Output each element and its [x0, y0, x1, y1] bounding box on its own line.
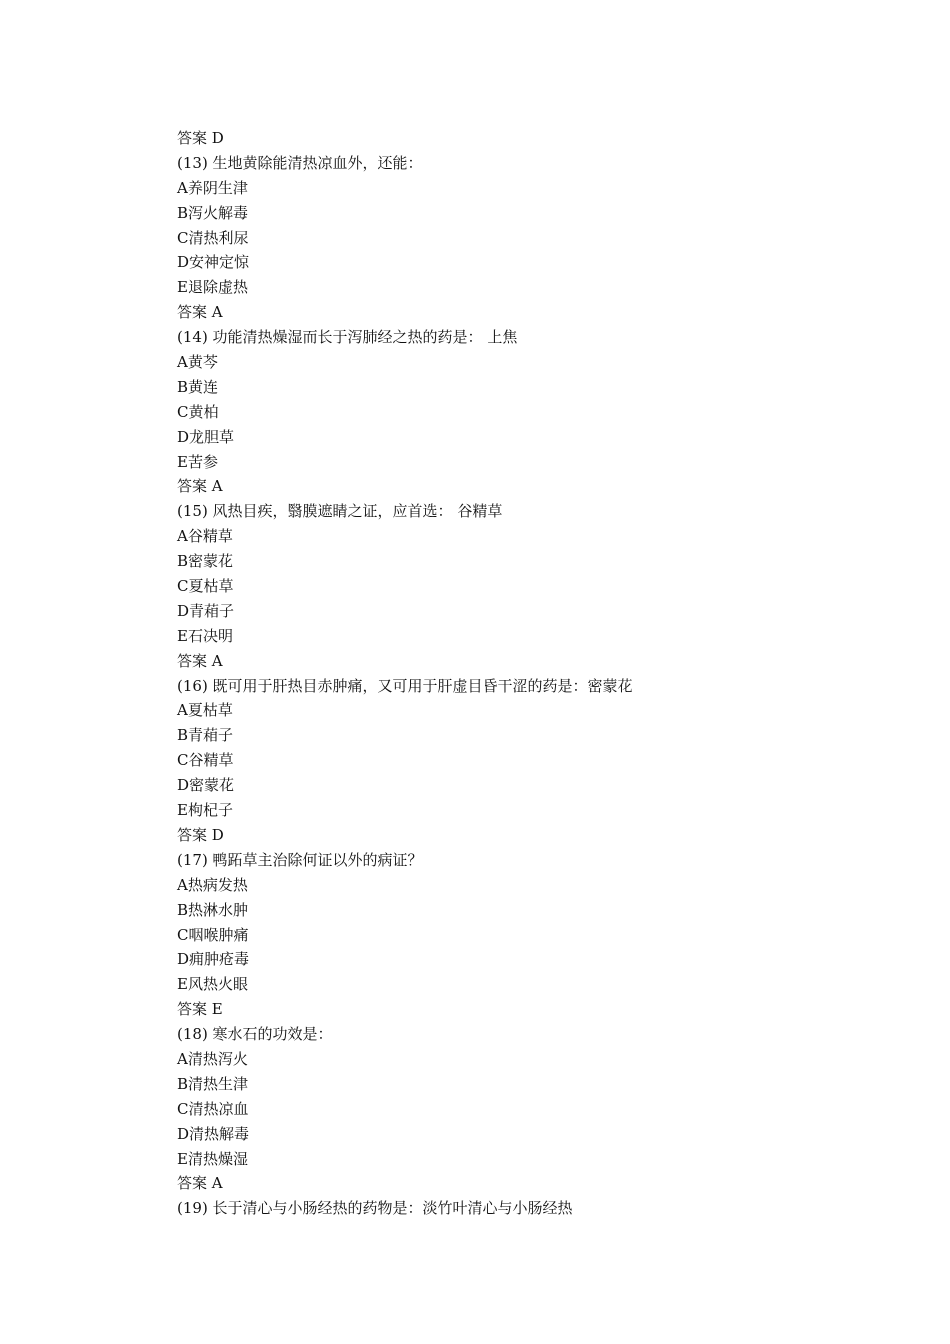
answer-line: 答案 A — [177, 1174, 223, 1193]
option-b: B密蒙花 — [177, 552, 234, 571]
option-c: C谷精草 — [177, 751, 234, 770]
answer-line: 答案 D — [177, 825, 224, 844]
answer-line: 答案 E — [177, 1000, 223, 1019]
option-d: D痈肿疮毒 — [177, 950, 250, 969]
option-a: A谷精草 — [177, 527, 233, 546]
option-d: D清热解毒 — [177, 1124, 250, 1143]
option-c: C咽喉肿痛 — [177, 925, 249, 944]
option-e: E退除虚热 — [177, 278, 248, 297]
option-b: B泻火解毒 — [177, 203, 249, 222]
option-a: A养阴生津 — [177, 178, 248, 197]
answer-line: 答案 A — [177, 477, 223, 496]
option-b: B黄连 — [177, 377, 219, 396]
question-15: (15) 风热目疾，翳膜遮睛之证，应首选： 谷精草 — [177, 502, 503, 521]
option-d: D密蒙花 — [177, 776, 235, 795]
option-a: A热病发热 — [177, 875, 248, 894]
question-18: (18) 寒水石的功效是： — [177, 1025, 333, 1044]
document-body — [177, 126, 897, 1221]
option-e: E风热火眼 — [177, 975, 248, 994]
option-a: A清热泻火 — [177, 1049, 248, 1068]
option-e: E清热燥湿 — [177, 1149, 248, 1168]
answer-line: 答案 A — [177, 303, 223, 322]
option-d: D龙胆草 — [177, 427, 235, 446]
option-c: C黄柏 — [177, 402, 219, 421]
option-b: B清热生津 — [177, 1074, 249, 1093]
option-a: A夏枯草 — [177, 701, 233, 720]
option-e: E苦参 — [177, 452, 218, 471]
option-d: D安神定惊 — [177, 253, 250, 272]
option-a: A黄芩 — [177, 353, 218, 372]
question-14: (14) 功能清热燥湿而长于泻肺经之热的药是： 上焦 — [177, 328, 518, 347]
option-b: B青葙子 — [177, 726, 234, 745]
option-c: C清热利尿 — [177, 228, 249, 247]
question-19: (19) 长于清心与小肠经热的药物是：淡竹叶清心与小肠经热 — [177, 1199, 573, 1218]
option-e: E石决明 — [177, 626, 233, 645]
question-16: (16) 既可用于肝热目赤肿痛，又可用于肝虚目昏干涩的药是：密蒙花 — [177, 676, 633, 695]
question-13: (13) 生地黄除能清热凉血外，还能： — [177, 153, 423, 172]
question-17: (17) 鸭跖草主治除何证以外的病证？ — [177, 850, 423, 869]
option-c: C清热凉血 — [177, 1099, 249, 1118]
answer-line: 答案 A — [177, 651, 223, 670]
option-d: D青葙子 — [177, 601, 235, 620]
option-c: C夏枯草 — [177, 577, 234, 596]
answer-line: 答案 D — [177, 129, 224, 147]
option-b: B热淋水肿 — [177, 900, 249, 919]
option-e: E枸杞子 — [177, 801, 233, 820]
